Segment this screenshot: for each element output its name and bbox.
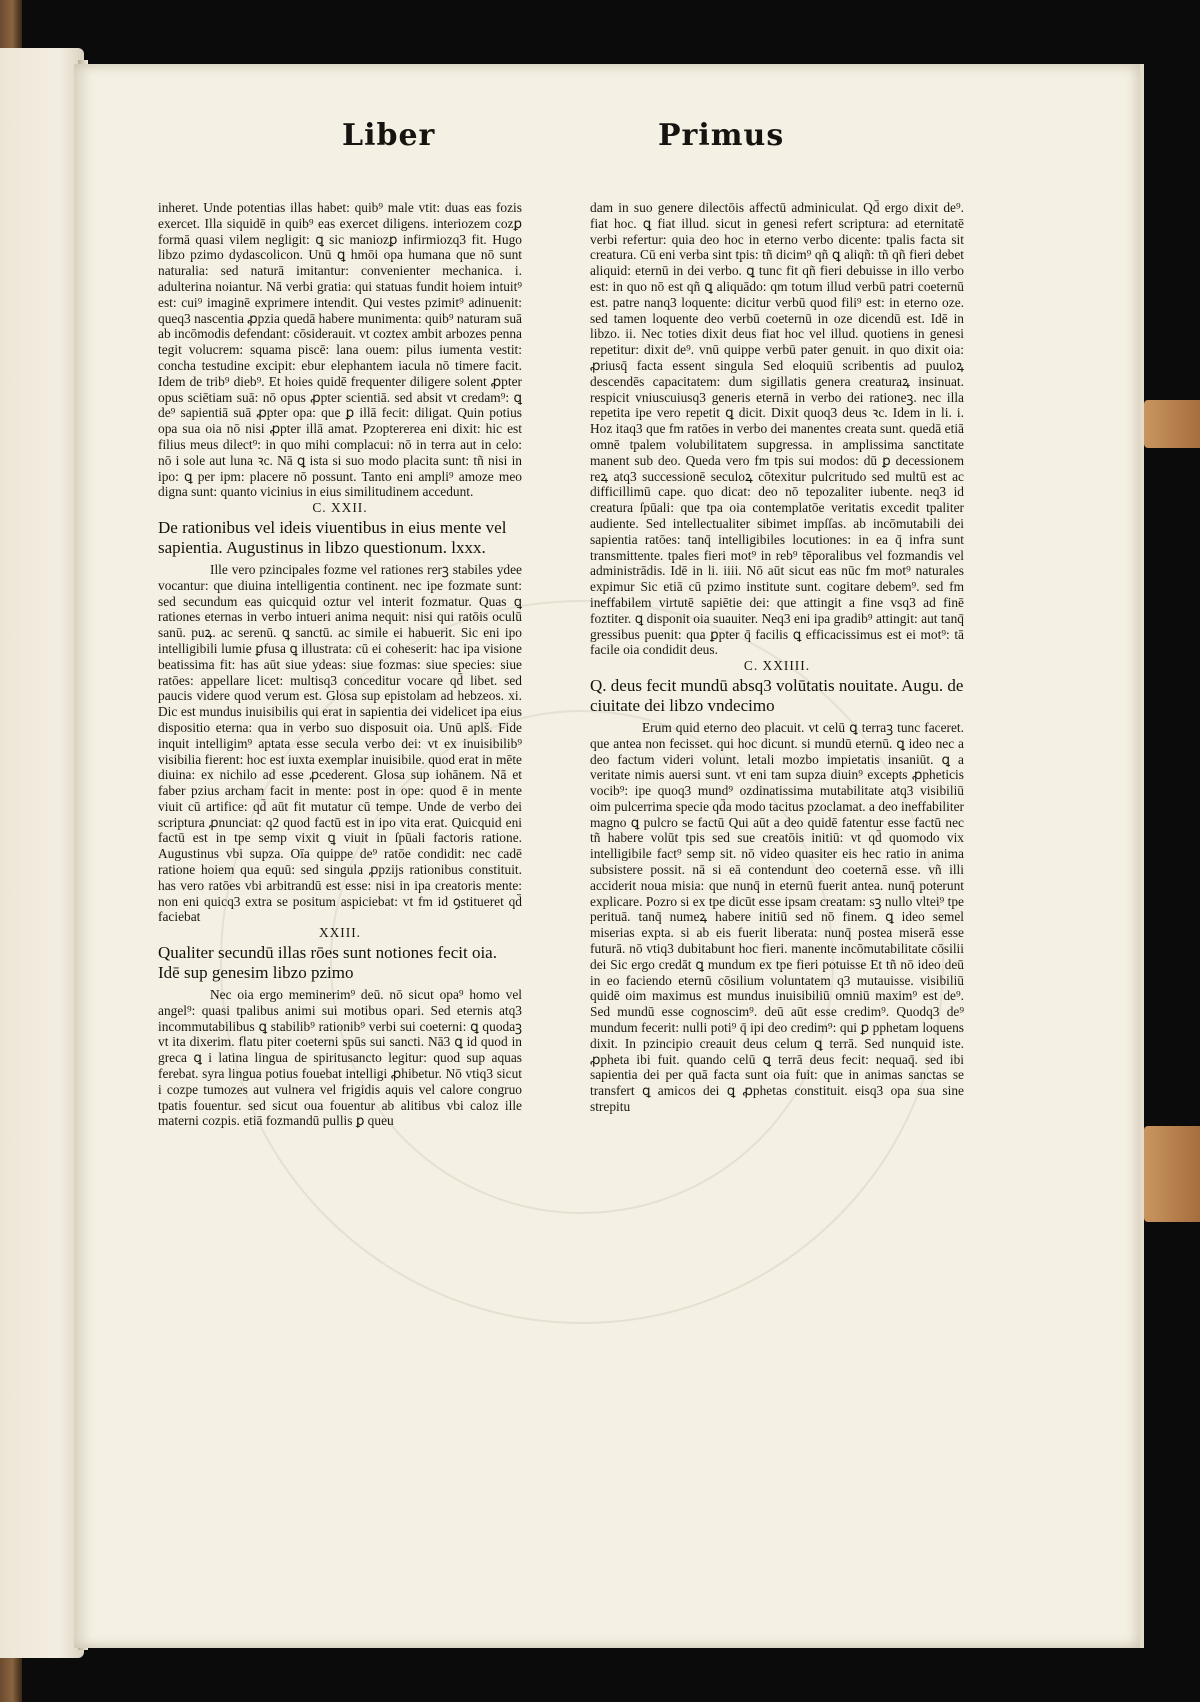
chapter-heading: Qualiter secundū illas rōes sunt notiones fecit oia. Idē sup genesim libzo pzimo <box>158 943 497 983</box>
leather-tie-upper <box>1144 400 1200 448</box>
paragraph: Nec oia ergo meminerim⁹ deū. nō sicut opa⁹ homo vel angel⁹: quasi tpalibus animi sui motibus opari. Sed eternis atq3 incommutabilibus ꝗ stabilib⁹ rationib⁹ verbi sui coeterni: ꝗ quodaꝫ vt ita dixerim. flatu piter coeterni spūs sui sancti. Nā3 ꝗ id quod in greca ꝗ i latina lingua de spiritusancto legitur: quod sup aquas ferebat. syra lingua potius fouebat intelligi ꝓhibetur. Nō vtiq3 sicut i cozpe tumozes aut vulnera vel frigidis aquis vel calore congruo tpatis fouentur. sed sicut oua fouentur ab alitibus vbi caloz ille materni cozpis. etiā fozmandū pullis ꝑ queu <box>158 987 522 1129</box>
paragraph: Ille vero pzincipales fozme vel rationes rerꝫ stabiles ydee vocantur: que diuina intelligentia continent. nec ipe fozmate sunt: sed secundum eas quicquid oztur vel interit fozmatur. Quas ꝗ rationes eternas in verbo intueri anima nequit: nisi qui ratōis oculū sanū. puꝝ. ac serenū. ꝗ sanctū. ac simile ei habuerit. Sic eni ipo intelligibili lumie ꝑfusa ꝗ illustrata: cū ei coheserit: hac ipa visione beatissima fit: has aūt siue ydeas: siue fozmas: siue species: siue ratōes: appellare licet: multisq3 conceditur vocare qd̄ libet. sed paucis videre quod verum est. Glosa sup epistolam ad hebzeos. xi. Dic est mundus inuisibilis qui erat in sapientia dei videlicet ipa eius dispositio eterna: qua in verbo suo disposuit oia. Unū aplš. Fide inquit intelligim⁹ aptata esse secula verbo dei: vt ex inuisibilib⁹ visibilia fierent: hoc est iuxta exemplar inuisibile. quod erat in mēte diuina: ex nichilo ad esse ꝓcederent. Glosa sup iohānem. Nā et faber pzius archam facit in mente: post in ope: quod ē in mente viuit cū artifice: qd̄ aūt fit mutatur cū tempe. Unde de verbo dei scriptura ꝓnunciat: q2 quod factū est in ipo vita erat. Quicquid eni factū est in tpe semp vixit ꝗ viuit in ſpūali factoris ratione. Augustinus vbi supza. Oīa quippe de⁹ ratōe condidit: nec cadē ratione hoiem qua equū: sed singula ꝓpzijs rationibus constituit. has vero ratōes vbi arbitrandū est esse: nisi in ipa creatoris mente: non eni quicq3 extra se positum aspiciebat: vt fm id ꝯstitueret qd̄ faciebat <box>158 561 522 925</box>
running-head-liber: Liber <box>342 118 436 153</box>
leather-tie-lower <box>1144 1126 1200 1222</box>
chapter-heading: Q. deus fecit mundū absq3 volūtatis nouitate. Augu. de ciuitate dei libzo vndecimo <box>590 675 964 715</box>
left-page-edge <box>0 48 84 1658</box>
paragraph: inheret. Unde potentias illas habet: quib⁹ male vtit: duas eas fozis exercet. Illa siquidē in quib⁹ eas exercet diligens. interiozem cozꝑ formā quasi vilem negligit: ꝗ sic maniozꝑ infirmiozq3 fit. Hugo libzo pzimo dydascolicon. Unū ꝗ hmōi opa humana que nō sunt naturalia: sed naturā imitantur: convenienter mechanica. i. adulterina noiantur. Nā verbi gratia: qui statuas fundit hoiem intuit⁹ est: cui⁹ imaginē exprimere intendit. Qui vestes pzimit⁹ adinuenit: queq3 nascentia ꝓpzia quedā habere munimenta: quib⁹ naturam suā ab incōmodis defendant: cōsiderauit. vt coztex ambit arbozes penna tegit volucrem: squama piscē: lana ouem: pilus iumenta vestit: concha testudine excipit: ebur elephantem iacula nō timere facit. Idem de trib⁹ dieb⁹. Et hoies quidē frequenter diligere solent ꝓpter opus sciētiam suā: nō opus ꝓpter scientiā. sed absit vt credam⁹: ꝗ de⁹ sapientiā suā ꝓpter opa: que ꝑ illā fecit: diligat. Quin potius opa sua oia nō nisi ꝓpter illā amat. Pzoptererea eni dixit: hic est filius meus dilect⁹: in quo mihi complacui: nō in terra aut in celo: nō i sole aut luna ꝛc. Nā ꝗ ista si suo modo placita sunt: tñ nisi in ipo: ꝗ per ipm: placere nō possunt. Tanto eni ampli⁹ amoze meo digna sunt: quanto vicinius in eius similitudinem accedunt. <box>158 200 522 500</box>
chapter-heading: De rationibus vel ideis viuentibus in eius mente vel sapientia. Augustinus in libzo questionum. lxxx. <box>158 517 507 557</box>
paragraph: dam in suo genere dilectōis affectū adminiculat. Qd̄ ergo dixit de⁹. fiat hoc. ꝗ fiat illud. sicut in genesi refert scriptura: ad eternitatē verbi refertur: quia deo hoc in eterno verbo dicente: tpalis facta sit creatura. Cū eni verba sint tpis: tñ dicim⁹ qñ ꝗ aliqñ: tñ qñ fieri debet aliquid: eternū in dei verbo. ꝗ tunc fit qñ fieri debuisse in illo verbo est: in quo nō est qñ ꝗ aliquādo: qm totum illud verbū patri coeternū est. patre nanq3 loquente: dicitur verbū quod fili⁹ est: in eterno oze. sed tamen loquente deo verbū coeternū in oze dicendū est. Idē in libzo. ii. Nec toties dixit deus fiat hoc vel illud. quotiens in genesi repetitur: dixit de⁹. vnū quippe verbū pater genuit. in quo dixit oia: ꝓriusq̄ facta essent singula Sed eloquiū scribentis ad puuloꝝ descendēs capacitatem: dum sigillatis genera creaturaꝝ insinuat. respicit vniuscuiusq3 generis eternā in verbo dei rationeꝫ. nec illa repetita ipe vero repetit ꝗ dicit. Dixit quoq3 deus ꝛc. Idem in li. i. Hoz itaq3 que fm ratōes in verbo dei manentes creata sunt. quedā etiā omnē tpalem volubilitatem supgressa. in amplissima sanctitate manent sub deo. Queda vero fm tpis sui modos: dū ꝑ decessionem reꝝ atq3 successionē seculoꝝ cōtexitur pulcritudo sed multū est ac difficillimū cape. quo dicat: deo nō tepozaliter iubente. neq3 id creatura ſpūali: que tpa oia contemplatōe veritatis excedit tpaliter audiente. Sed intellectualiter sibimet impſſas. ab incōmutabili dei sapientia ratōes: tanq̄ intelligibiles locutiones: in ea q̄ infra sunt transmittente. tpales fieri mot⁹ in reb⁹ tēporalibus vel fozmandis vel administrādis. Idē in li. iiii. Nō aūt sicut eas nūc fm mot⁹ naturales expimur Sic etiā cū pzimo institute sunt. cogitare debem⁹. sed fm ineffabilem virtutē sapiētie dei: que attingit a fine vsq3 ad finē foztiter. ꝗ disponit oia suauiter. Neq3 eni ipa gradib⁹ attingit: aut tanq̄ gressibus puenit: qua ꝑpter q̄ facilis ꝗ efficacissimus est ei mot⁹: tā facile oia condidit deus. <box>590 200 964 658</box>
chapter-number: XXIII. <box>318 925 362 941</box>
chapter-number: C. XXII. <box>312 500 368 516</box>
text-column-left <box>158 200 522 1129</box>
text-column-right <box>590 200 964 1115</box>
paragraph: Erum quid eterno deo placuit. vt celū ꝗ terraꝫ tunc faceret. que antea non fecisset. qui hoc dicunt. si mundū eternū. ꝗ ideo nec a deo factum videri volunt. letali mozbo impietatis insaniūt. ꝗ a veritate nimis auersi sunt. vt eni tam supza diuin⁹ excepts ꝓpheticis vocib⁹: ipe quoq3 mund⁹ ozdinatissima mutabilitate atq3 visibiliū oim pulcerrima specie qd̄a modo tacitus pzoclamat. a deo ineffabiliter magno ꝗ pulcro se factū Qui aūt a deo quidē fatentur esse factū nec tñ habere volūt tpis sed sue creatōis initiū: vt qd̄ quomodo vix intelligibile fact⁹ semp sit. nō video quasiter eis hec ratio in anima subsistere possit. nā si eā contendunt deo coeternā esse. vñ illi acciderit noua misia: que nunq̄ in eternū fuerit antea. nunq̄ poterunt explicare. Pozro si ex tpe dicūt esse ipsam creatam: sꝫ nullo vltei⁹ tpe perituā. tanq̄ numeꝝ habere initiū sed nō finem. ꝗ ideo semel miserias expta. si ab eis fuerit liberata: nunq̄ postea miserā esse futurā. nō vtiq3 dubitabunt hoc fieri. manente incōmutabilitate cōsilii dei Sic ergo credāt ꝗ mundum ex tpe fieri potuisse Et tñ nō ideo deū in eo faciendo eternū cōsilium voluntatem q3 mutauisse. visibiliū quidē oim maximus est mundus inuisibiliū omniū maxim⁹ est de⁹. Sed mundū esse cognoscim⁹. deū aūt esse credim⁹. Quodq3 de⁹ mundum fecerit: nulli poti⁹ q̄ ipi deo credim⁹: qui ꝑ pphetam loquens dixit. In pzincipio creauit deus celum ꝗ terrā. Sed nunquid iste. ꝓpheta ibi fuit. quando celū ꝗ terrā deus fecit: nequaq̄. sed ibi sapientia dei per quā facta sunt oia fuit: que in animas sanctas se transfert ꝗ amicos dei ꝗ ꝓphetas constituit. eisq3 opa sua sine strepitu <box>590 719 964 1115</box>
chapter-number: C. XXIIII. <box>743 658 811 674</box>
running-head-primus: Primus <box>658 118 785 153</box>
